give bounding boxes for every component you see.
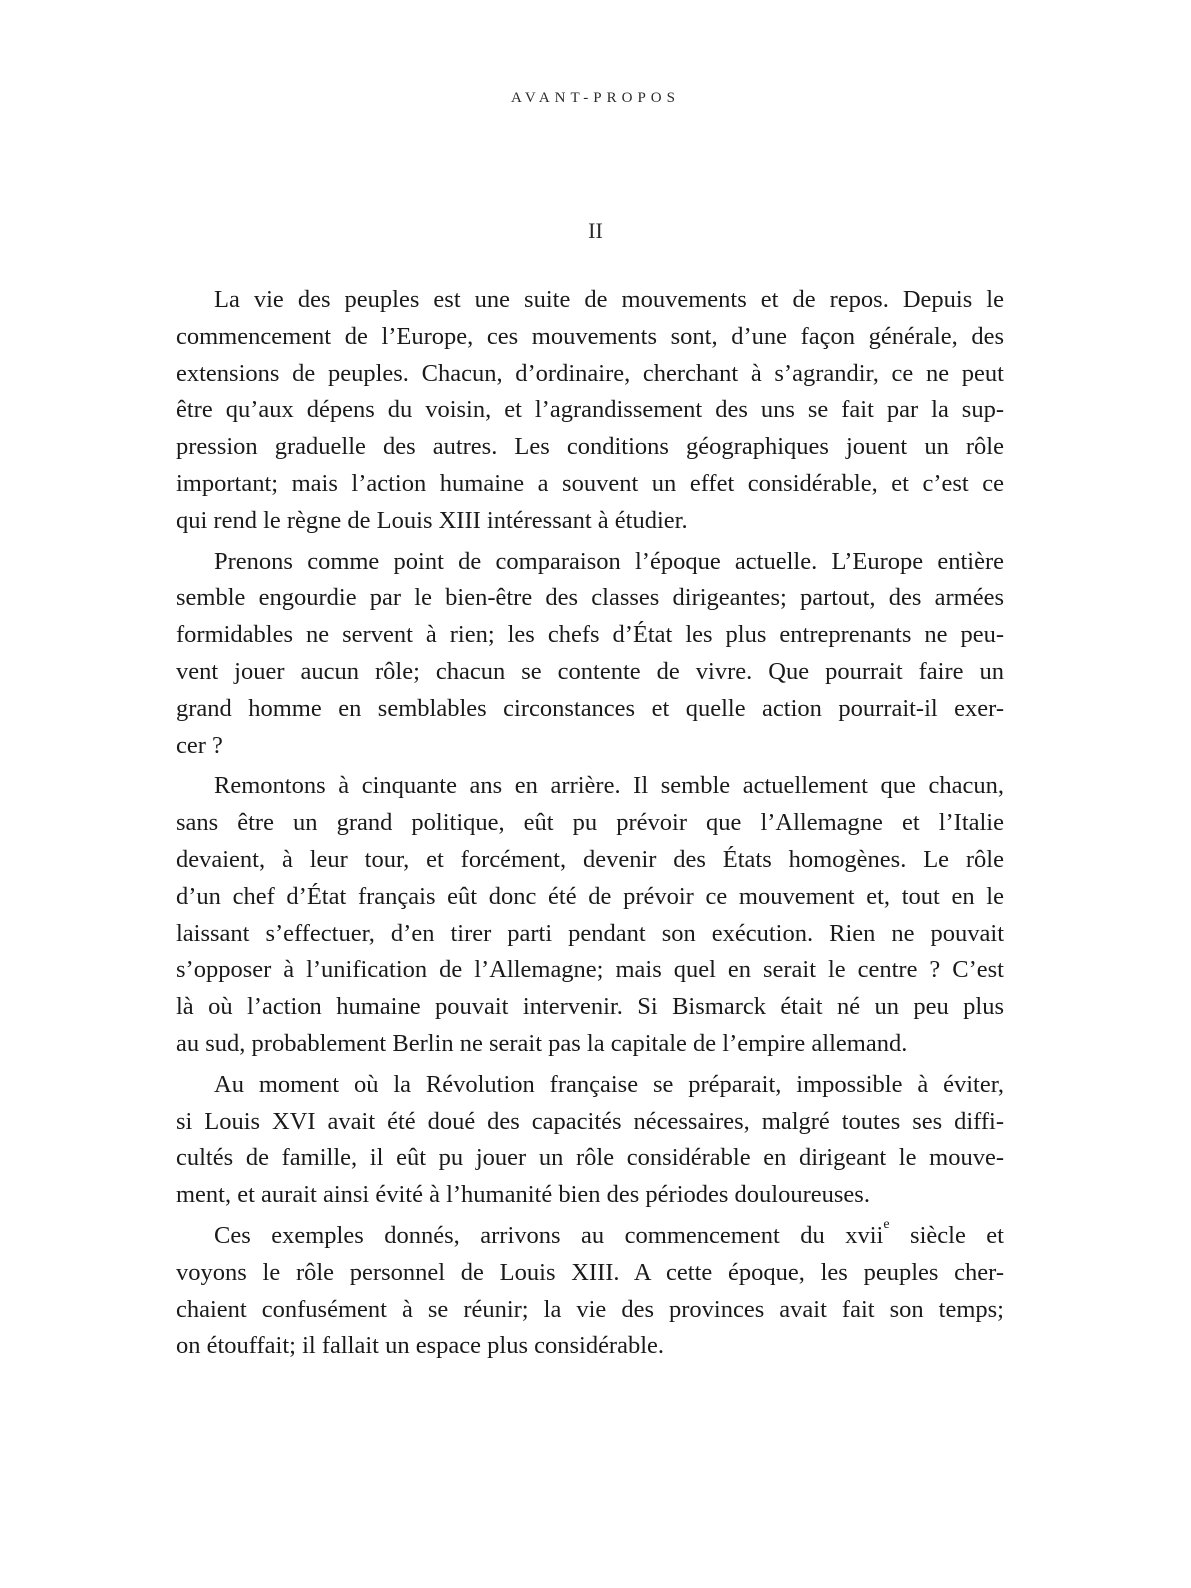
text-line: cultés de famille, il eût pu jouer un rôle considérable en dirigeant le mouve- — [176, 1144, 1004, 1172]
text-line: La vie des peuples est une suite de mouvements et de repos. Depuis le — [214, 286, 1004, 313]
text-line: laissant s’effectuer, d’en tirer parti pendant son exécution. Rien ne pouvait — [176, 919, 1004, 947]
text-line: ment, et aurait ainsi évité à l’humanité bien des périodes douloureuses. — [176, 1181, 870, 1209]
text-line: d’un chef d’État français eût donc été de prévoir ce mouvement et, tout en le — [176, 882, 1004, 910]
text-line: qui rend le règne de Louis XIII intéressant à étudier. — [176, 506, 688, 534]
paragraph-2 — [176, 544, 1004, 765]
text-line: commencement de l’Europe, ces mouvements sont, d’une façon générale, des — [176, 322, 1004, 350]
text-line: Remontons à cinquante ans en arrière. Il semble actuellement que chacun, — [214, 772, 1004, 800]
text-segment: siècle et — [889, 1221, 1004, 1249]
superscript: e — [883, 1217, 890, 1232]
paragraph-5 — [176, 1218, 1004, 1365]
text-line: vent jouer aucun rôle; chacun se contente de vivre. Que pourrait faire un — [176, 657, 1004, 685]
text-line: important; mais l’action humaine a souvent un effet considérable, et c’est ce — [176, 469, 1004, 497]
text-line: formidables ne servent à rien; les chefs d’État les plus entreprenants ne peu- — [176, 621, 1004, 649]
text-line: là où l’action humaine pouvait intervenir. Si Bismarck était né un peu plus — [176, 993, 1004, 1021]
text-segment: Ces exemples donnés, arrivons au commencement du xvii — [214, 1221, 884, 1249]
text-line: on étouffait; il fallait un espace plus considérable. — [176, 1332, 665, 1360]
text-line: cer ? — [176, 731, 223, 759]
text-line: grand homme en semblables circonstances et quelle action pourrait-il exer- — [176, 694, 1004, 722]
text-line: être qu’aux dépens du voisin, et l’agrandissement des uns se fait par la sup- — [176, 396, 1004, 424]
paragraph-3 — [176, 768, 1004, 1062]
text-line: s’opposer à l’unification de l’Allemagne; mais quel en serait le centre ? C’est — [176, 956, 1004, 984]
text-line: semble engourdie par le bien-être des classes dirigeantes; partout, des armées — [176, 584, 1004, 612]
text-line: devaient, à leur tour, et forcément, devenir des États homogènes. Le rôle — [176, 845, 1004, 873]
text-line: sans être un grand politique, eût pu prévoir que l’Allemagne et l’Italie — [176, 809, 1004, 837]
text-line: extensions de peuples. Chacun, d’ordinaire, cherchant à s’agrandir, ce ne peut — [176, 359, 1004, 387]
text-line: si Louis XVI avait été doué des capacités nécessaires, malgré toutes ses diffi- — [176, 1107, 1004, 1135]
text-line: au sud, probablement Berlin ne serait pas la capitale de l’empire allemand. — [176, 1029, 908, 1057]
text-line: voyons le rôle personnel de Louis XIII. A cette époque, les peuples cher- — [176, 1258, 1004, 1286]
paragraph-4 — [176, 1067, 1004, 1214]
text-line: Prenons comme point de comparaison l’époque actuelle. L’Europe entière — [214, 547, 1004, 575]
paragraph-1 — [176, 282, 1004, 540]
section-number: II — [588, 218, 603, 243]
text-line: chaient confusément à se réunir; la vie des provinces avait fait son temps; — [176, 1295, 1004, 1323]
body-text — [176, 282, 1004, 1369]
text-line — [176, 1218, 1004, 1255]
running-head: AVANT-PROPOS — [511, 90, 680, 106]
text-line: pression graduelle des autres. Les conditions géographiques jouent un rôle — [176, 433, 1004, 461]
text-line: Au moment où la Révolution française se préparait, impossible à éviter, — [214, 1070, 1004, 1098]
